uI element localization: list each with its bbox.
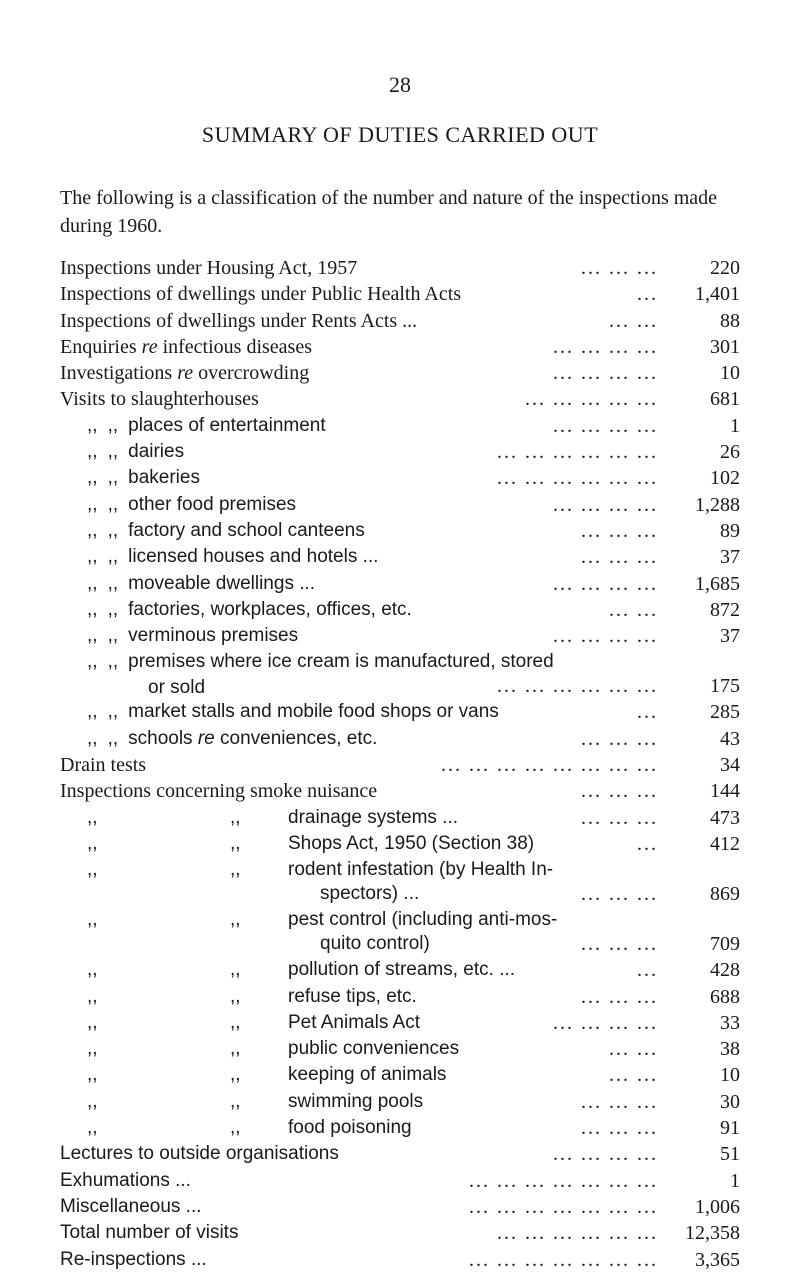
page-number: 28 (389, 72, 411, 97)
row-label: Inspections of dwellings under Rents Acts ... (60, 309, 418, 332)
row-label: ,, ,, other food premises (87, 493, 297, 515)
row-label: ,, ,, factory and school canteens (87, 519, 365, 541)
row-label: ,, ,, bakeries (87, 467, 200, 489)
table-row: ,, ,, drainage systems ... ... ... ... 473 (60, 805, 740, 831)
row-value: 144 (710, 780, 740, 803)
duties-table (60, 255, 740, 1273)
row-label: ,, ,, schools re conveniences, etc. (87, 727, 378, 749)
leader-dots: ... ... ... (581, 519, 658, 542)
row-value: 10 (720, 362, 740, 385)
table-row: ,, ,, pollution of streams, etc. ... ... 428 (60, 957, 740, 983)
row-value: 681 (710, 388, 740, 411)
leader-dots: ... ... ... ... ... ... ... (469, 1195, 658, 1218)
table-row (60, 649, 740, 699)
leader-dots: ... ... ... ... ... (525, 388, 658, 411)
table-row (60, 492, 740, 518)
row-label: Lectures to outside organisations (60, 1143, 339, 1165)
table-row: ,, ,, swimming pools ... ... ... 30 (60, 1089, 740, 1115)
row-label: ,, ,, places of entertainment (87, 414, 326, 436)
leader-dots: ... (637, 701, 658, 724)
table-row: ,, ,, Shops Act, 1950 (Section 38) ... 412 (60, 831, 740, 857)
row-value: 34 (720, 754, 740, 777)
table-row (60, 518, 740, 544)
row-label: Re-inspections ... (60, 1248, 207, 1270)
row-label: ,, ,, moveable dwellings ... (87, 572, 316, 594)
row-value: 91 (720, 1117, 740, 1140)
row-value: 285 (710, 701, 740, 724)
row-label: Enquiries re infectious diseases (60, 335, 312, 358)
row-value: 688 (710, 985, 740, 1008)
leader-dots: ... ... ... ... ... ... ... ... (441, 754, 658, 777)
table-row: ,, ,, refuse tips, etc. ... ... ... 688 (60, 984, 740, 1010)
leader-dots: ... ... ... ... (553, 493, 658, 516)
row-label: ,, ,, verminous premises (87, 625, 299, 647)
leader-dots: ... ... ... ... ... ... (497, 441, 658, 464)
row-value: 43 (720, 727, 740, 750)
row-value: 3,365 (695, 1248, 740, 1271)
row-value: 428 (710, 959, 740, 982)
row-value: 220 (710, 257, 740, 279)
row-label: ,, ,, factories, workplaces, offices, etc. (87, 598, 412, 620)
table-row (60, 623, 740, 649)
table-row (60, 308, 740, 334)
leader-dots: ... (637, 959, 658, 982)
table-row (60, 778, 740, 804)
row-value: 33 (720, 1011, 740, 1034)
row-value: 1,288 (695, 493, 740, 516)
row-value: 301 (710, 335, 740, 358)
row-value: 869 (710, 882, 740, 905)
leader-dots: ... ... ... ... ... ... ... (469, 1248, 658, 1271)
leader-dots: ... ... ... ... (553, 335, 658, 358)
table-row: ,, ,, Pet Animals Act ... ... ... ... 33 (60, 1010, 740, 1036)
leader-dots: ... ... ... ... ... ... (497, 1222, 658, 1245)
leader-dots: ... ... ... (581, 985, 658, 1008)
row-label: Investigations re overcrowding (60, 362, 310, 385)
table-row (60, 726, 740, 752)
row-label: Inspections of dwellings under Public Health Acts (60, 283, 462, 306)
table-row (60, 1168, 740, 1194)
leader-dots: ... ... ... ... (553, 572, 658, 595)
row-value: 175 (710, 675, 740, 698)
table-row (60, 439, 740, 465)
leader-dots: ... ... ... (581, 806, 658, 829)
leader-dots: ... ... (609, 1064, 658, 1087)
leader-dots: ... ... ... ... (553, 1143, 658, 1166)
table-row (60, 334, 740, 360)
table-row (60, 465, 740, 491)
table-row (60, 1247, 740, 1273)
table-row (60, 386, 740, 412)
leader-dots: ... ... (609, 309, 658, 332)
table-row (60, 544, 740, 570)
table-row (60, 255, 740, 281)
table-row (60, 597, 740, 623)
row-label: Total number of visits (60, 1222, 239, 1244)
page-title: SUMMARY OF DUTIES CARRIED OUT (201, 122, 599, 147)
row-label: ,, ,, licensed houses and hotels ... (87, 546, 379, 568)
leader-dots: ... ... ... ... ... ... (497, 467, 658, 490)
leader-dots: ... ... ... ... (553, 414, 658, 437)
leader-dots: ... ... ... ... (553, 625, 658, 648)
row-value: 38 (720, 1038, 740, 1061)
leader-dots: ... ... ... (581, 727, 658, 750)
leader-dots: ... ... ... (581, 546, 658, 569)
table-row: ,, ,, public conveniences ... ... 38 (60, 1036, 740, 1062)
leader-dots: ... (637, 283, 658, 306)
table-row (60, 1141, 740, 1167)
row-value: 473 (710, 806, 740, 829)
row-value: 26 (720, 441, 740, 464)
row-value: 37 (720, 625, 740, 648)
table-row (60, 699, 740, 725)
row-label: Miscellaneous ... (60, 1195, 202, 1217)
table-row (60, 281, 740, 307)
row-label: ,, ,, premises where ice cream is manufactured, stored or sold (87, 651, 554, 698)
leader-dots: ... ... ... (581, 780, 658, 803)
leader-dots: ... ... ... ... ... ... ... (469, 1169, 658, 1192)
row-label: ,, ,, dairies (87, 441, 185, 463)
row-value: 1,401 (695, 283, 740, 306)
row-value: 51 (720, 1143, 740, 1166)
row-value: 1 (730, 1169, 740, 1192)
table-row: ,, ,, food poisoning ... ... ... 91 (60, 1115, 740, 1141)
row-value: 89 (720, 519, 740, 542)
table-row (60, 1194, 740, 1220)
leader-dots: ... ... ... (581, 882, 658, 905)
row-label: Exhumations ... (60, 1169, 191, 1191)
leader-dots: ... ... ... (581, 932, 658, 955)
leader-dots: ... ... ... (581, 257, 658, 279)
row-label: ,, ,, market stalls and mobile food shops or vans (87, 701, 499, 723)
table-row: ,, ,, keeping of animals ... ... 10 (60, 1062, 740, 1088)
row-value: 872 (710, 598, 740, 621)
leader-dots: ... ... (609, 1038, 658, 1061)
row-value: 37 (720, 546, 740, 569)
table-row (60, 571, 740, 597)
leader-dots: ... ... ... ... (553, 1011, 658, 1034)
leader-dots: ... ... (609, 598, 658, 621)
row-value: 709 (710, 932, 740, 955)
row-label: Visits to slaughterhouses (60, 388, 259, 411)
row-value: 12,358 (685, 1222, 740, 1245)
intro-paragraph: The following is a classification of the number and nature of the inspections made during 1960. (60, 187, 718, 237)
leader-dots: ... ... ... ... (553, 362, 658, 385)
leader-dots: ... ... ... (581, 1090, 658, 1113)
row-value: 1,006 (695, 1195, 740, 1218)
leader-dots: ... ... ... ... ... ... (497, 675, 658, 698)
row-value: 102 (710, 467, 740, 490)
row-value: 412 (710, 832, 740, 855)
row-value: 1,685 (695, 572, 740, 595)
table-row: ,, ,, pest control (including anti-mos- quito control) ... ... ... 709 (60, 907, 740, 957)
table-row (60, 752, 740, 778)
row-value: 10 (720, 1064, 740, 1087)
row-value: 88 (720, 309, 740, 332)
row-value: 30 (720, 1090, 740, 1113)
table-row (60, 1220, 740, 1246)
leader-dots: ... (637, 832, 658, 855)
row-value: 1 (730, 414, 740, 437)
row-label: Drain tests (60, 754, 147, 777)
row-label: Inspections concerning smoke nuisance (60, 780, 378, 803)
table-row: ,, ,, rodent infestation (by Health In- spectors) ... ... ... ... 869 (60, 857, 740, 907)
leader-dots: ... ... ... (581, 1117, 658, 1140)
table-row (60, 360, 740, 386)
table-row (60, 413, 740, 439)
row-label: Inspections under Housing Act, 1957 (60, 257, 358, 279)
